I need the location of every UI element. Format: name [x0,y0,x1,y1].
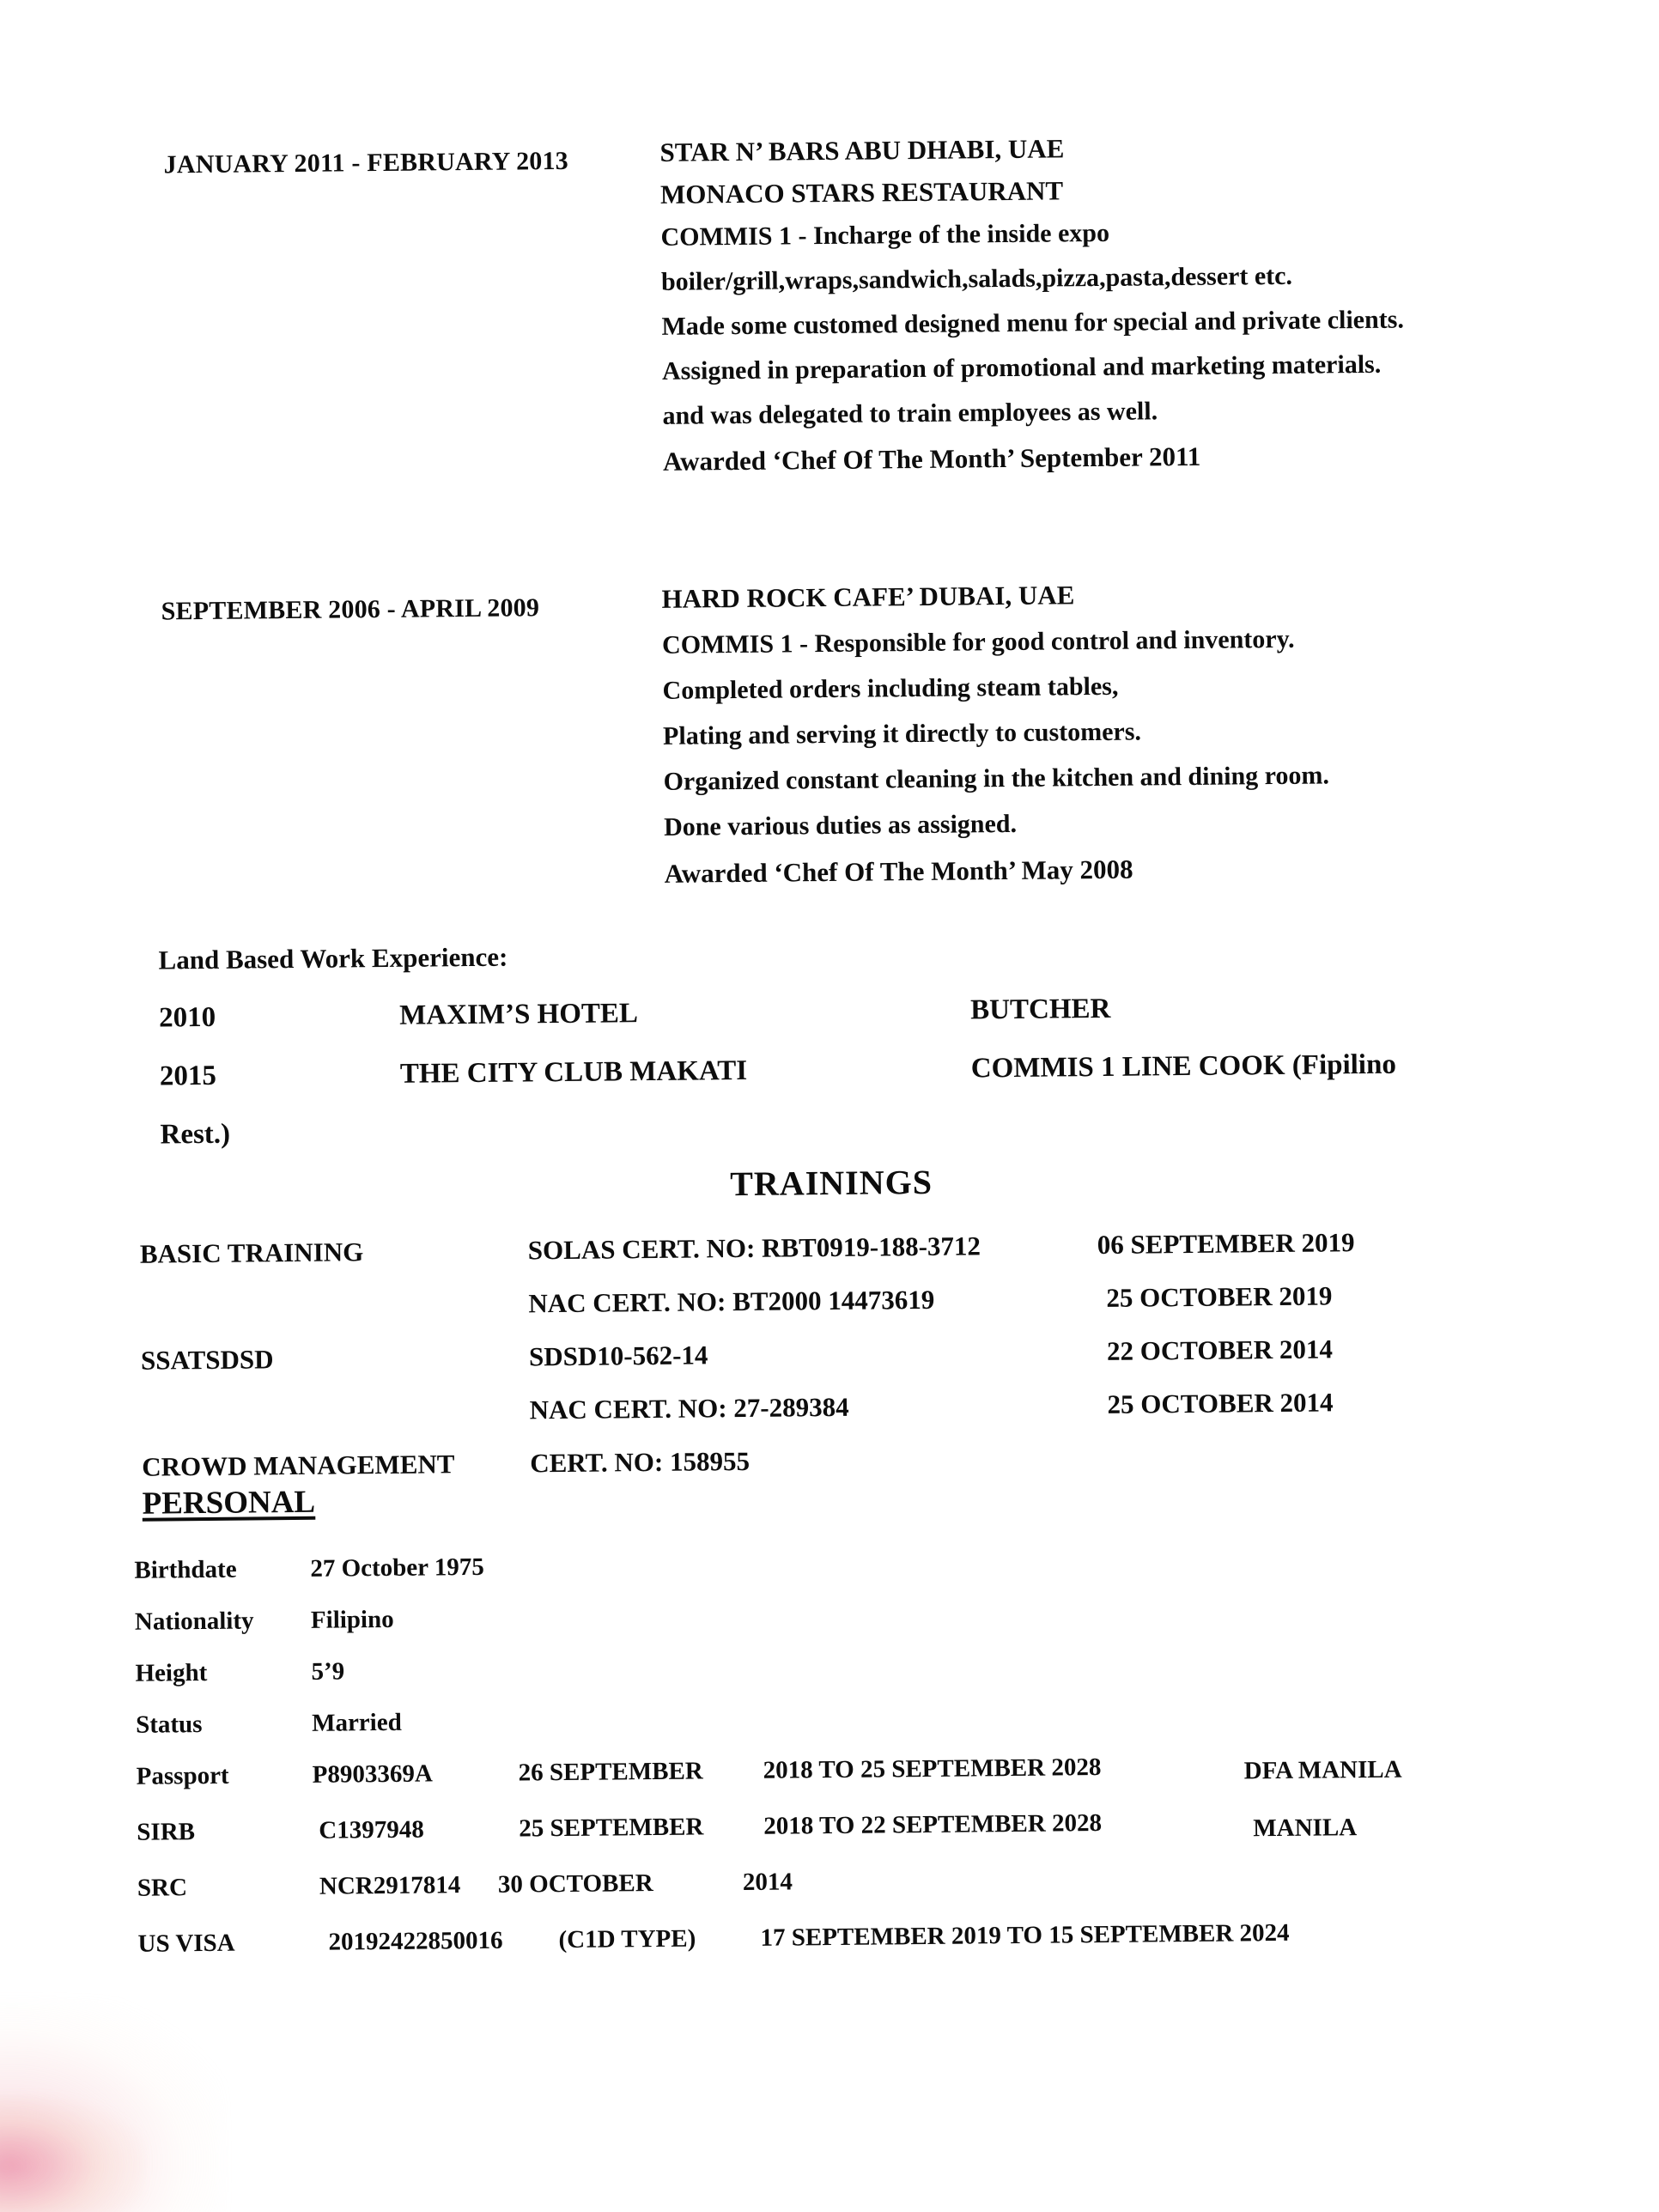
section-heading-label: Land Based Work Experience: [158,941,508,975]
document-place: MANILA [1253,1814,1358,1843]
document-issued: 30 OCTOBER [497,1869,653,1899]
duty-line: Completed orders including steam tables, [662,672,1119,705]
land-position: BUTCHER [970,993,1111,1026]
award-line: Awarded ‘Chef Of The Month’ May 2008 [664,854,1133,889]
training-date: 25 OCTOBER 2014 [1107,1387,1334,1419]
personal-heading [142,1486,315,1520]
document-label: SIRB [137,1818,196,1846]
duty-line: Plating and serving it directly to customers. [662,717,1142,750]
personal-label: Nationality [134,1607,254,1636]
personal-value: Filipino [310,1605,394,1634]
training-cert: CERT. NO: 158955 [530,1445,750,1479]
experience-date-range: JANUARY 2011 - FEBRUARY 2013 [163,146,569,179]
document-issued: 25 SEPTEMBER [519,1813,704,1843]
training-cert: NAC CERT. NO: 27-289384 [529,1391,849,1425]
section-title: PERSONAL [142,1484,316,1522]
land-based-continuation [160,1118,231,1151]
land-employer: THE CITY CLUB MAKATI [399,1054,748,1090]
department-name: MONACO STARS RESTAURANT [659,175,1064,210]
training-cert: SOLAS CERT. NO: RBT0919-188-3712 [527,1231,981,1266]
document-issued: 26 SEPTEMBER [518,1757,703,1787]
land-based-row [160,1048,1534,1121]
experience-details-2 [661,577,1583,897]
land-employer: MAXIM’S HOTEL [399,998,639,1031]
duty-line: boiler/grill,wraps,sandwich,salads,pizza,pasta,dessert etc. [660,261,1293,296]
personal-label: Birthdate [134,1555,237,1584]
training-name: BASIC TRAINING [139,1237,364,1269]
training-cert: NAC CERT. NO: BT2000 14473619 [528,1284,935,1319]
employer-name: HARD ROCK CAFE’ DUBAI, UAE [661,580,1075,614]
duty-line: Made some customed designed menu for special and private clients. [661,305,1405,341]
section-title: TRAININGS [730,1162,933,1204]
training-name: SSATSDSD [140,1344,274,1376]
job-title-line: COMMIS 1 - Responsible for good control and inventory. [661,624,1295,659]
document-validity: 2018 TO 22 SEPTEMBER 2028 [763,1809,1103,1840]
trainings-heading [2,1158,1659,1209]
document-number: 20192422850016 [328,1926,503,1956]
training-date: 22 OCTOBER 2014 [1106,1334,1334,1366]
land-position-continued: Rest.) [160,1118,231,1151]
duty-line: Assigned in preparation of promotional and marketing materials. [661,349,1382,386]
document-label: SRC [137,1874,188,1902]
training-date: 06 SEPTEMBER 2019 [1097,1227,1355,1261]
training-cert: SDSD10-562-14 [528,1340,708,1372]
experience-dates-2 [161,595,540,624]
document-validity: 17 SEPTEMBER 2019 TO 15 SEPTEMBER 2024 [760,1918,1290,1952]
personal-value: 27 October 1975 [310,1553,484,1583]
document-issued: (C1D TYPE) [558,1924,696,1954]
experience-details-1 [659,131,1573,485]
personal-label: Status [135,1711,203,1739]
employer-name: STAR N’ BARS ABU DHABI, UAE [659,133,1065,167]
duty-line: and was delegated to train employees as well. [662,397,1158,430]
job-title-line: COMMIS 1 - Incharge of the inside expo [660,218,1110,252]
experience-date-range: SEPTEMBER 2006 - APRIL 2009 [161,593,540,626]
document-label: US VISA [137,1929,235,1958]
land-position: COMMIS 1 LINE COOK (Fipilino [970,1048,1397,1085]
document-label: Passport [136,1761,229,1790]
document-number: C1397948 [319,1815,424,1844]
training-name: CROWD MANAGEMENT [142,1449,455,1482]
document-place: DFA MANILA [1243,1755,1402,1785]
trainings-table [140,1224,1620,1504]
personal-value: 5’9 [311,1657,345,1686]
document-number: P8903369A [312,1759,434,1789]
land-based-heading [158,941,508,975]
training-date: 25 OCTOBER 2019 [1106,1280,1333,1313]
personal-value: Married [311,1708,402,1737]
land-year: 2010 [159,1001,216,1034]
document-validity: 2014 [742,1868,793,1897]
document-validity: 2018 TO 25 SEPTEMBER 2028 [763,1753,1102,1784]
award-line: Awarded ‘Chef Of The Month’ September 2011 [662,441,1201,477]
land-year: 2015 [159,1060,217,1092]
duty-line: Organized constant cleaning in the kitchen and dining room. [663,761,1330,796]
experience-dates-1 [163,146,569,179]
duty-line: Done various duties as assigned. [663,809,1018,842]
document-number: NCR2917814 [319,1871,461,1900]
personal-label: Height [135,1658,208,1687]
personal-fields [134,1542,1650,1986]
